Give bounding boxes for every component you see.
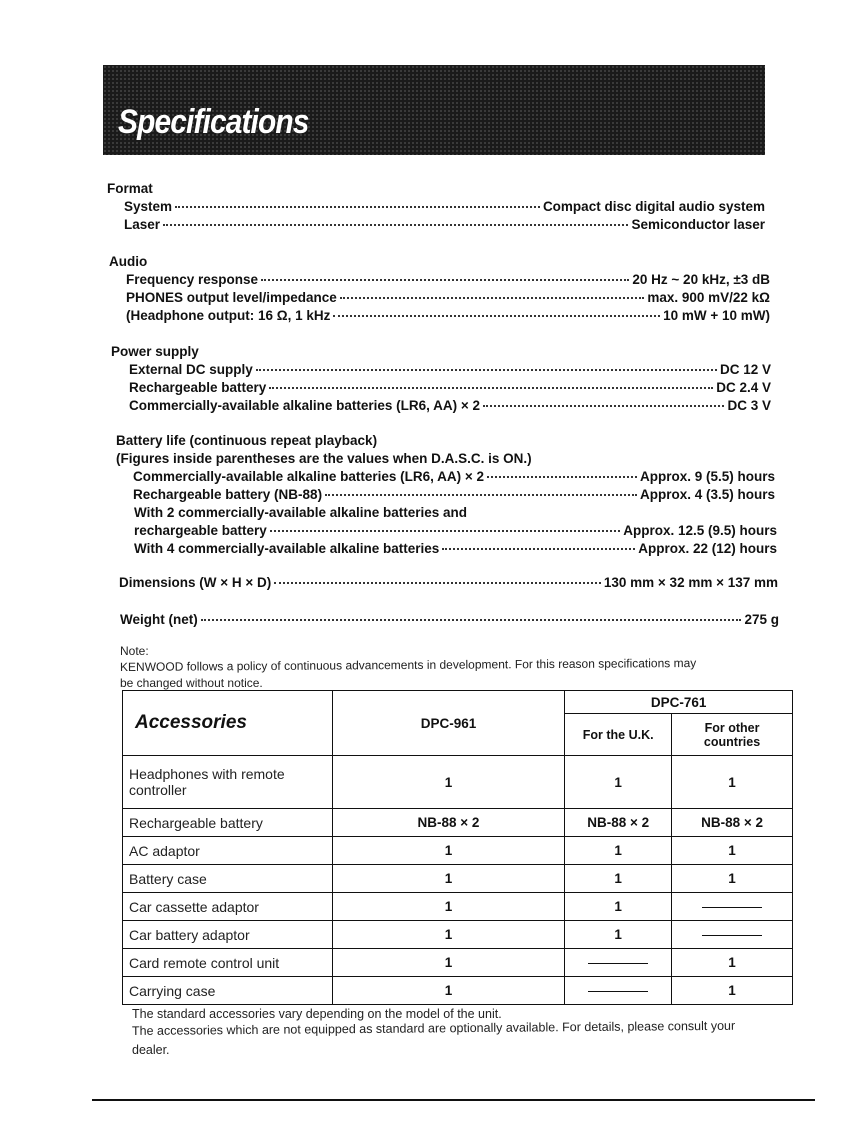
- accessory-name: Carrying case: [123, 977, 333, 1005]
- dpc961-qty: NB-88 × 2: [332, 809, 564, 837]
- dpc761-uk-qty: [565, 949, 672, 977]
- accessory-name: Headphones with remote controller: [123, 756, 333, 809]
- spec-row: PHONES output level/impedance max. 900 mV/22 kΩ: [126, 290, 770, 305]
- col-dpc761: DPC-761: [565, 691, 793, 714]
- accessory-name: Battery case: [123, 865, 333, 893]
- footer-text: The accessories which are not equipped as standard are optionally available. For details, please consult your: [131, 1018, 736, 1038]
- accessory-name: AC adaptor: [123, 837, 333, 865]
- spec-row: Rechargeable battery DC 2.4 V: [129, 380, 771, 395]
- not-included-dash: [702, 907, 762, 908]
- note-text: KENWOOD follows a policy of continuous advancements in development. For this reason specifications may: [119, 655, 697, 674]
- spec-row: Frequency response 20 Hz ~ 20 kHz, ±3 dB: [126, 272, 770, 287]
- dpc761-other-qty: 1: [672, 837, 793, 865]
- spec-row: (Headphone output: 16 Ω, 1 kHz 10 mW + 10 mW): [126, 308, 770, 323]
- accessory-name: Car cassette adaptor: [123, 893, 333, 921]
- dpc961-qty: 1: [332, 921, 564, 949]
- dpc761-uk-qty: 1: [565, 921, 672, 949]
- table-row: [123, 756, 793, 809]
- accessory-name: Rechargeable battery: [123, 809, 333, 837]
- title-banner: [103, 65, 765, 155]
- spec-row: External DC supply DC 12 V: [129, 362, 771, 377]
- spec-row: Commercially-available alkaline batteries (LR6, AA) × 2 Approx. 9 (5.5) hours: [133, 469, 775, 484]
- not-included-dash: [702, 935, 762, 936]
- spec-row-label: With 2 commercially-available alkaline batteries and: [134, 505, 468, 520]
- spec-row: Laser Semiconductor laser: [124, 217, 765, 232]
- dpc761-uk-qty: 1: [565, 893, 672, 921]
- not-included-dash: [588, 991, 648, 992]
- table-row: [123, 893, 793, 921]
- dpc761-uk-qty: 1: [565, 837, 672, 865]
- spec-row: Rechargeable battery (NB-88) Approx. 4 (3.5) hours: [133, 487, 775, 502]
- spec-row: Commercially-available alkaline batteries (LR6, AA) × 2 DC 3 V: [129, 398, 771, 413]
- audio-heading: Audio: [109, 254, 148, 269]
- spec-row: rechargeable battery Approx. 12.5 (9.5) hours: [134, 523, 777, 538]
- dimensions-row: Dimensions (W × H × D) 130 mm × 32 mm × 137 mm: [119, 575, 778, 590]
- table-row: [123, 809, 793, 837]
- power-heading: Power supply: [111, 344, 199, 359]
- dpc761-other-qty: 1: [672, 756, 793, 809]
- table-row: [123, 949, 793, 977]
- format-heading: Format: [107, 181, 153, 196]
- dpc761-other-qty: [672, 921, 793, 949]
- spec-row: With 4 commercially-available alkaline batteries Approx. 22 (12) hours: [134, 541, 777, 556]
- dpc761-uk-qty: NB-88 × 2: [565, 809, 672, 837]
- accessories-table: [122, 690, 793, 1005]
- table-row: [123, 837, 793, 865]
- dpc961-qty: 1: [332, 837, 564, 865]
- footer-text: The standard accessories vary depending on the model of the unit.: [132, 1007, 502, 1021]
- dpc961-qty: 1: [332, 865, 564, 893]
- dpc761-other-qty: NB-88 × 2: [672, 809, 793, 837]
- dpc761-other-qty: 1: [672, 865, 793, 893]
- dpc761-other-qty: [672, 893, 793, 921]
- dpc961-qty: 1: [332, 949, 564, 977]
- dpc761-other-qty: 1: [672, 977, 793, 1005]
- note-text: be changed without notice.: [120, 676, 263, 690]
- accessory-name: Car battery adaptor: [123, 921, 333, 949]
- dpc961-qty: 1: [332, 893, 564, 921]
- table-row: [123, 921, 793, 949]
- accessory-name: Card remote control unit: [123, 949, 333, 977]
- battery-life-subheading: (Figures inside parentheses are the values when D.A.S.C. is ON.): [116, 451, 532, 466]
- dpc761-other-qty: 1: [672, 949, 793, 977]
- weight-row: Weight (net) 275 g: [120, 612, 779, 627]
- col-uk: For the U.K.: [565, 714, 672, 756]
- table-row: [123, 865, 793, 893]
- col-other: For other countries: [672, 714, 793, 756]
- footer-text: dealer.: [132, 1043, 170, 1057]
- note-heading: Note:: [120, 644, 149, 658]
- col-dpc961: DPC-961: [332, 691, 564, 756]
- accessories-title: Accessories: [123, 691, 333, 756]
- page-title: Specifications: [118, 103, 309, 141]
- bottom-rule: [92, 1099, 815, 1101]
- dpc961-qty: 1: [332, 756, 564, 809]
- dpc761-uk-qty: [565, 977, 672, 1005]
- not-included-dash: [588, 963, 648, 964]
- table-row: [123, 977, 793, 1005]
- dpc761-uk-qty: 1: [565, 756, 672, 809]
- dpc961-qty: 1: [332, 977, 564, 1005]
- dpc761-uk-qty: 1: [565, 865, 672, 893]
- spec-row: System Compact disc digital audio system: [124, 199, 765, 214]
- battery-life-heading: Battery life (continuous repeat playback): [116, 433, 378, 448]
